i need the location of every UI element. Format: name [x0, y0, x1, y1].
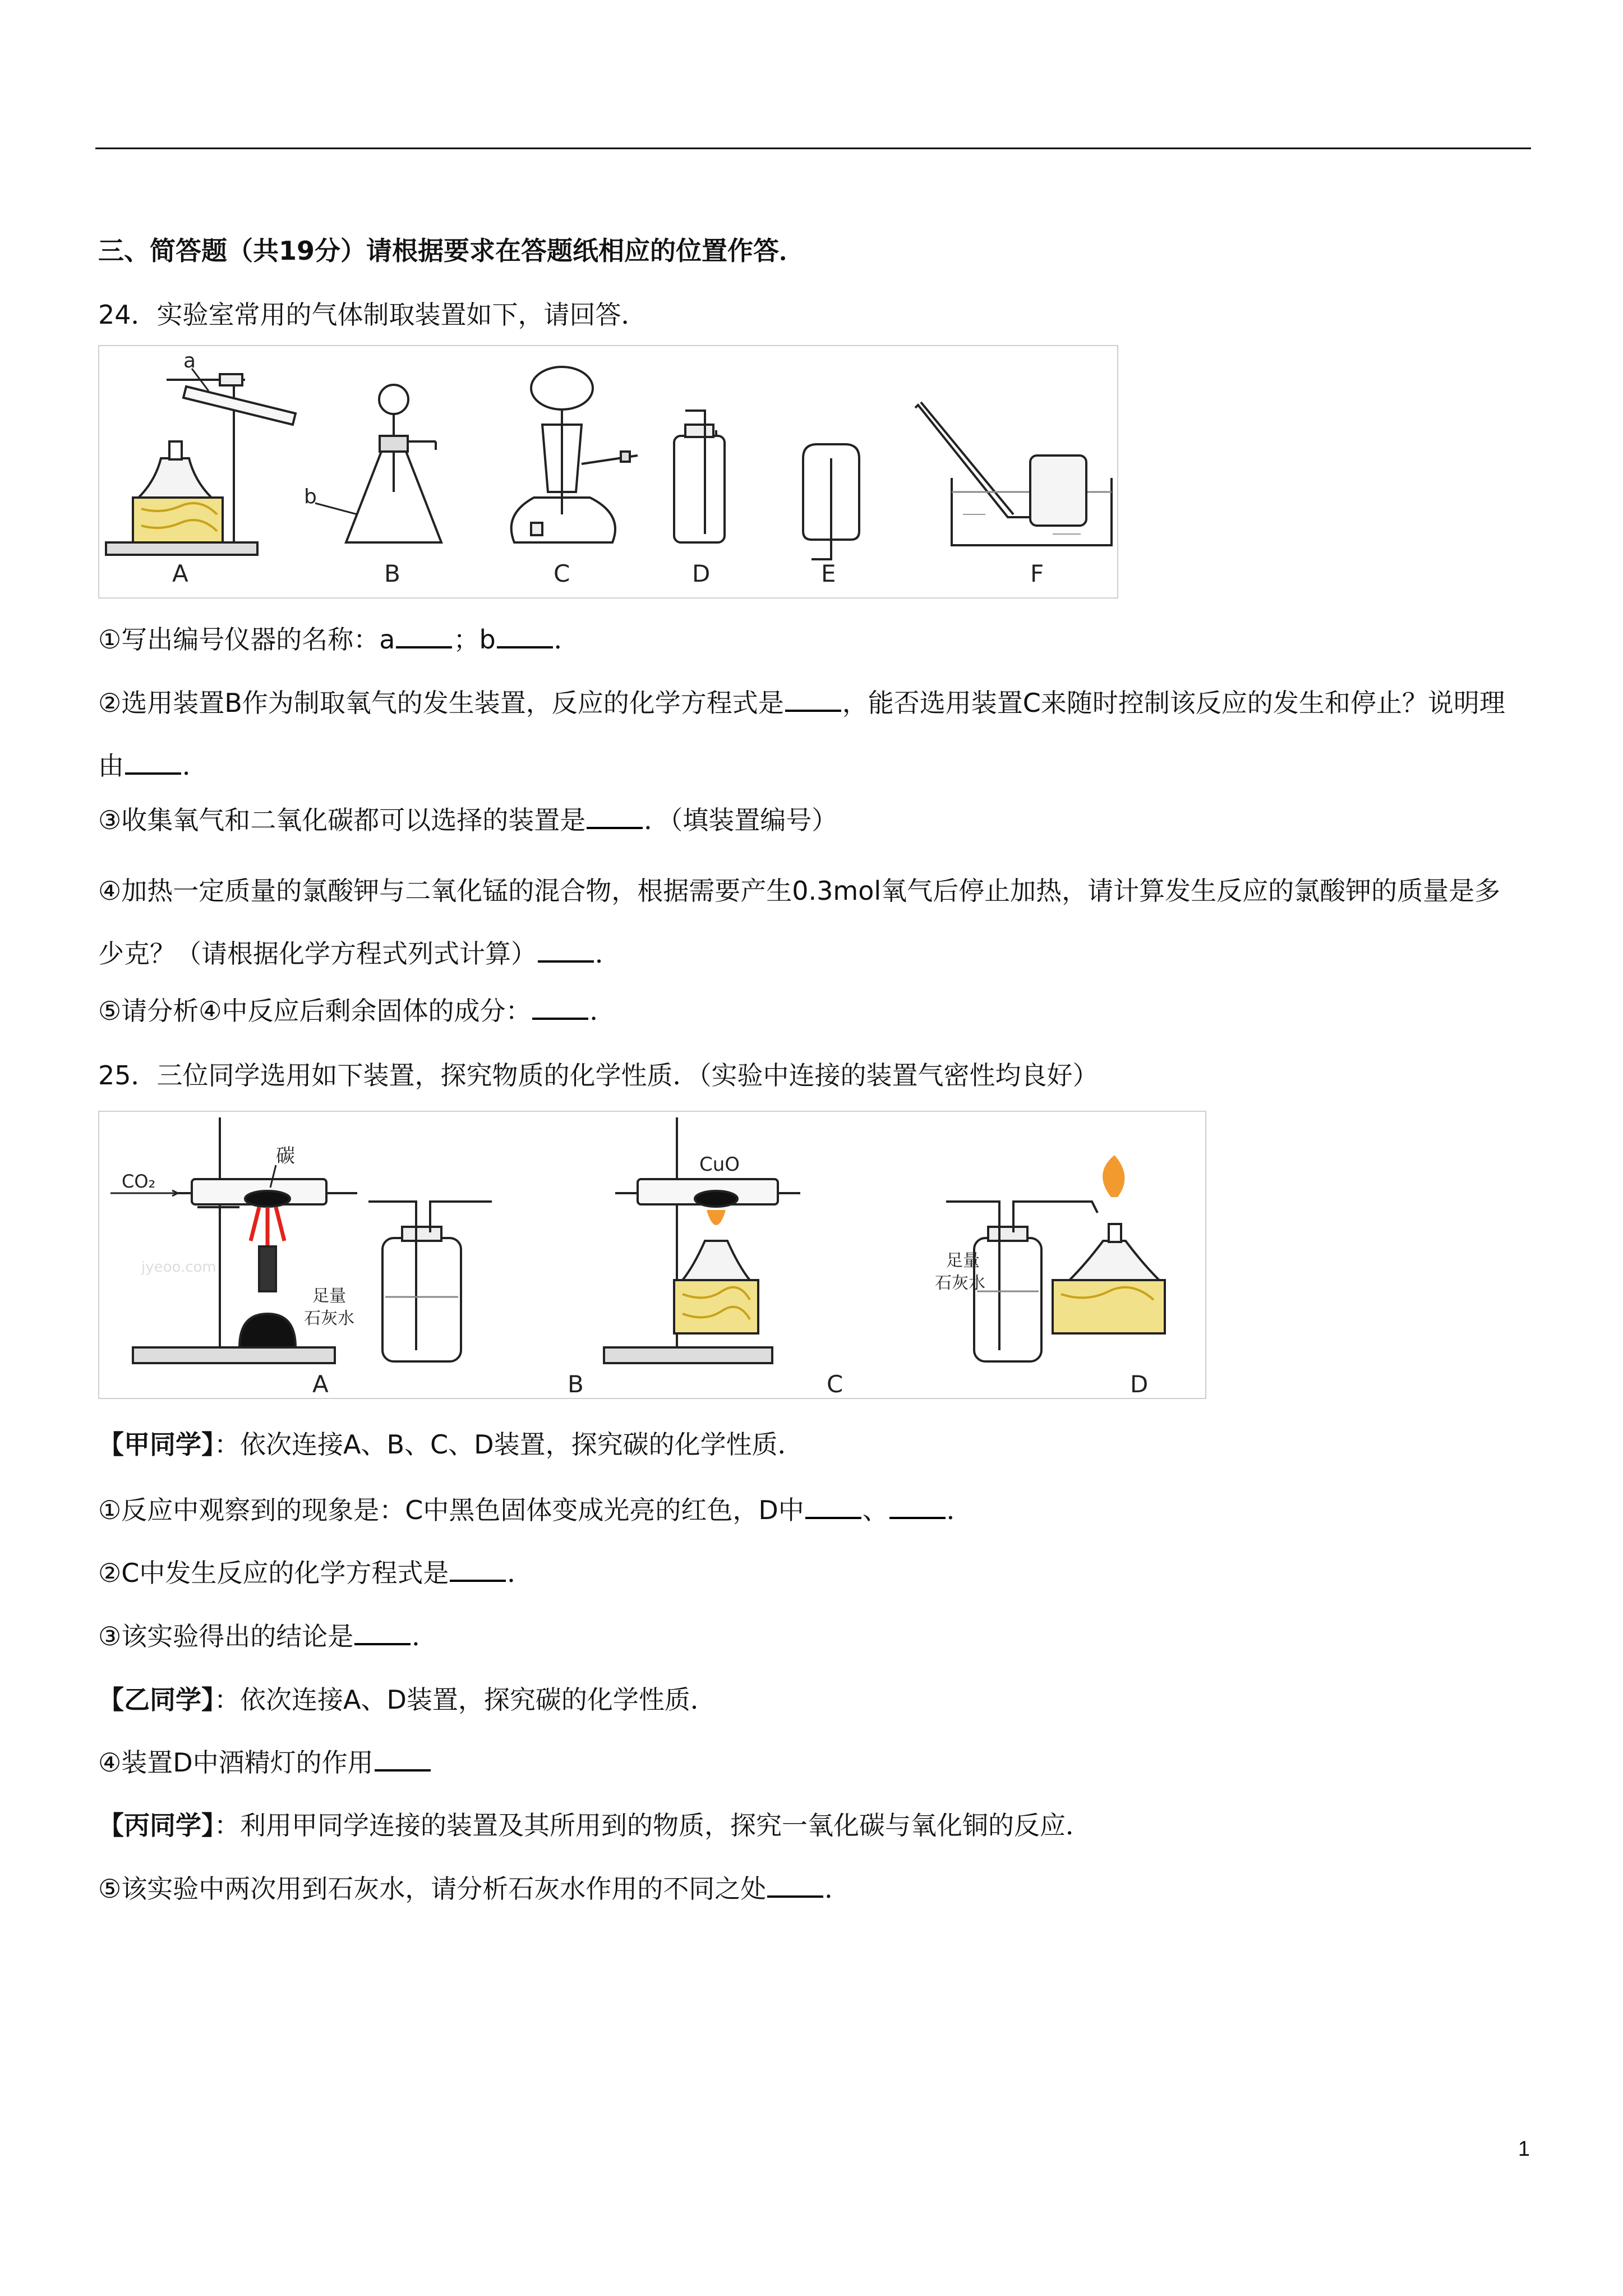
header-rule: [95, 148, 1531, 149]
section-title: 三、简答题（共19分）请根据要求在答题纸相应的位置作答．: [98, 236, 805, 266]
student-yi-tag: 【乙同学】: [98, 1685, 214, 1715]
q25-item-2-end: ．: [507, 1558, 533, 1588]
apparatus-c: [604, 1117, 800, 1363]
answer-blank[interactable]: [125, 748, 181, 775]
limewater-label-1: 足量: [312, 1286, 346, 1306]
student-jia-text: ：依次连接A、B、C、D装置，探究碳的化学性质．: [214, 1429, 804, 1460]
q24-item-1-text: ①写出编号仪器的名称：a: [98, 624, 395, 655]
label-c: C: [554, 560, 570, 587]
q25-yi-intro: [98, 1682, 716, 1718]
callout-b: b: [304, 485, 317, 508]
answer-blank[interactable]: [532, 993, 588, 1020]
q24-item-1-end: ．: [554, 624, 580, 655]
answer-blank[interactable]: [889, 1492, 946, 1519]
q25-apparatus-figure: [98, 1111, 1206, 1399]
q24-item-4-end: ．: [595, 938, 621, 969]
limewater-label-2: 石灰水: [935, 1273, 985, 1293]
q24-item-2-end: ．: [182, 751, 208, 781]
apparatus-b: [304, 1202, 492, 1361]
answer-blank[interactable]: [450, 1555, 506, 1582]
apparatus-d: [674, 411, 725, 542]
label-d: D: [692, 560, 711, 587]
limewater-label-2: 石灰水: [304, 1309, 354, 1328]
limewater-label-1: 足量: [946, 1251, 980, 1271]
q24-item-3-text: ③收集氧气和二氧化碳都可以选择的装置是: [98, 805, 586, 835]
answer-blank[interactable]: [375, 1745, 431, 1772]
answer-blank[interactable]: [538, 936, 594, 963]
carbon-label: 碳: [276, 1145, 295, 1167]
label-f: F: [1030, 560, 1044, 587]
q24-stem: 24．实验室常用的气体制取装置如下，请回答．: [98, 300, 647, 330]
student-yi-text: ：依次连接A、D装置，探究碳的化学性质．: [214, 1685, 716, 1715]
label-e: E: [821, 560, 836, 587]
q24-item-4-text: ④加热一定质量的氯酸钾与二氧化锰的混合物，根据需要产生0.3mol氧气后停止加热，请计算发生反应的氯酸钾的质量是多少克？（请根据化学方程式列式计算）: [98, 876, 1501, 969]
q25-item-4-text: ④装置D中酒精灯的作用: [98, 1747, 374, 1778]
q25-item-1-end: ．: [946, 1495, 972, 1525]
q24-item-2-text: ②选用装置B作为制取氧气的发生装置，反应的化学方程式是: [98, 688, 784, 718]
apparatus-d: [935, 1157, 1165, 1361]
q24-item-3-text-b: ．（填装置编号）: [644, 805, 838, 835]
label-c: C: [827, 1370, 843, 1398]
q25-item-5-end: ．: [824, 1874, 851, 1904]
label-d: D: [1130, 1370, 1149, 1398]
q25-item-3: [98, 1618, 437, 1654]
q25-item-1: [98, 1492, 972, 1528]
answer-blank[interactable]: [805, 1492, 861, 1519]
q24-item-1-text-b: ；b: [453, 624, 496, 655]
q25-stem: 25．三位同学选用如下装置，探究物质的化学性质．（实验中连接的装置气密性均良好）: [98, 1060, 1099, 1091]
q25-item-1-text: ①反应中观察到的现象是：C中黑色固体变成光亮的红色，D中: [98, 1495, 804, 1525]
q25-item-4: [98, 1745, 432, 1780]
label-a: A: [312, 1370, 329, 1398]
apparatus-e: [803, 444, 859, 559]
q25-item-3-text: ③该实验得出的结论是: [98, 1621, 354, 1651]
q24-item-5-end: ．: [589, 996, 616, 1026]
apparatus-b: [304, 385, 441, 542]
q24-item-5-text: ⑤请分析④中反应后剩余固体的成分：: [98, 996, 532, 1026]
q25-item-2: [98, 1555, 533, 1591]
answer-blank[interactable]: [396, 622, 452, 648]
q24-item-3: [98, 802, 837, 838]
watermark: jyeoo.com: [141, 1259, 216, 1276]
apparatus-a: [106, 349, 296, 555]
page-number: 1: [1518, 2137, 1530, 2161]
q25-item-1-sep: 、: [862, 1495, 888, 1525]
label-b: B: [384, 560, 400, 587]
apparatus-c: [511, 367, 638, 542]
apparatus-f: [915, 402, 1112, 545]
co2-label: CO₂: [122, 1171, 156, 1192]
callout-a: a: [183, 349, 196, 372]
q24-item-2: [98, 671, 1525, 797]
q25-item-5-text: ⑤该实验中两次用到石灰水，请分析石灰水作用的不同之处: [98, 1874, 767, 1904]
cuo-label: CuO: [699, 1153, 740, 1176]
q25-item-2-text: ②C中发生反应的化学方程式是: [98, 1558, 449, 1588]
q25-bing-intro: [98, 1807, 1091, 1843]
q24-item-4: [98, 859, 1525, 985]
label-a: A: [172, 560, 188, 587]
q25-item-3-end: ．: [412, 1621, 438, 1651]
answer-blank[interactable]: [354, 1618, 411, 1645]
label-b: B: [568, 1370, 584, 1398]
q25-item-5: [98, 1871, 850, 1907]
student-jia-tag: 【甲同学】: [98, 1429, 214, 1460]
student-bing-text: ：利用甲同学连接的装置及其所用到的物质，探究一氧化碳与氧化铜的反应．: [214, 1810, 1091, 1841]
answer-blank[interactable]: [497, 622, 553, 648]
student-bing-tag: 【丙同学】: [98, 1810, 214, 1841]
q24-item-1: [98, 622, 580, 657]
answer-blank[interactable]: [587, 802, 643, 829]
q24-item-5: [98, 993, 615, 1029]
answer-blank[interactable]: [785, 685, 841, 712]
q24-apparatus-figure: [98, 345, 1118, 599]
q24-item-2-text-b: ，能否选用装置C来随时控制该反应的发生和停止？说明理由: [98, 688, 1505, 781]
answer-blank[interactable]: [767, 1871, 823, 1898]
q25-jia-intro: [98, 1427, 804, 1462]
